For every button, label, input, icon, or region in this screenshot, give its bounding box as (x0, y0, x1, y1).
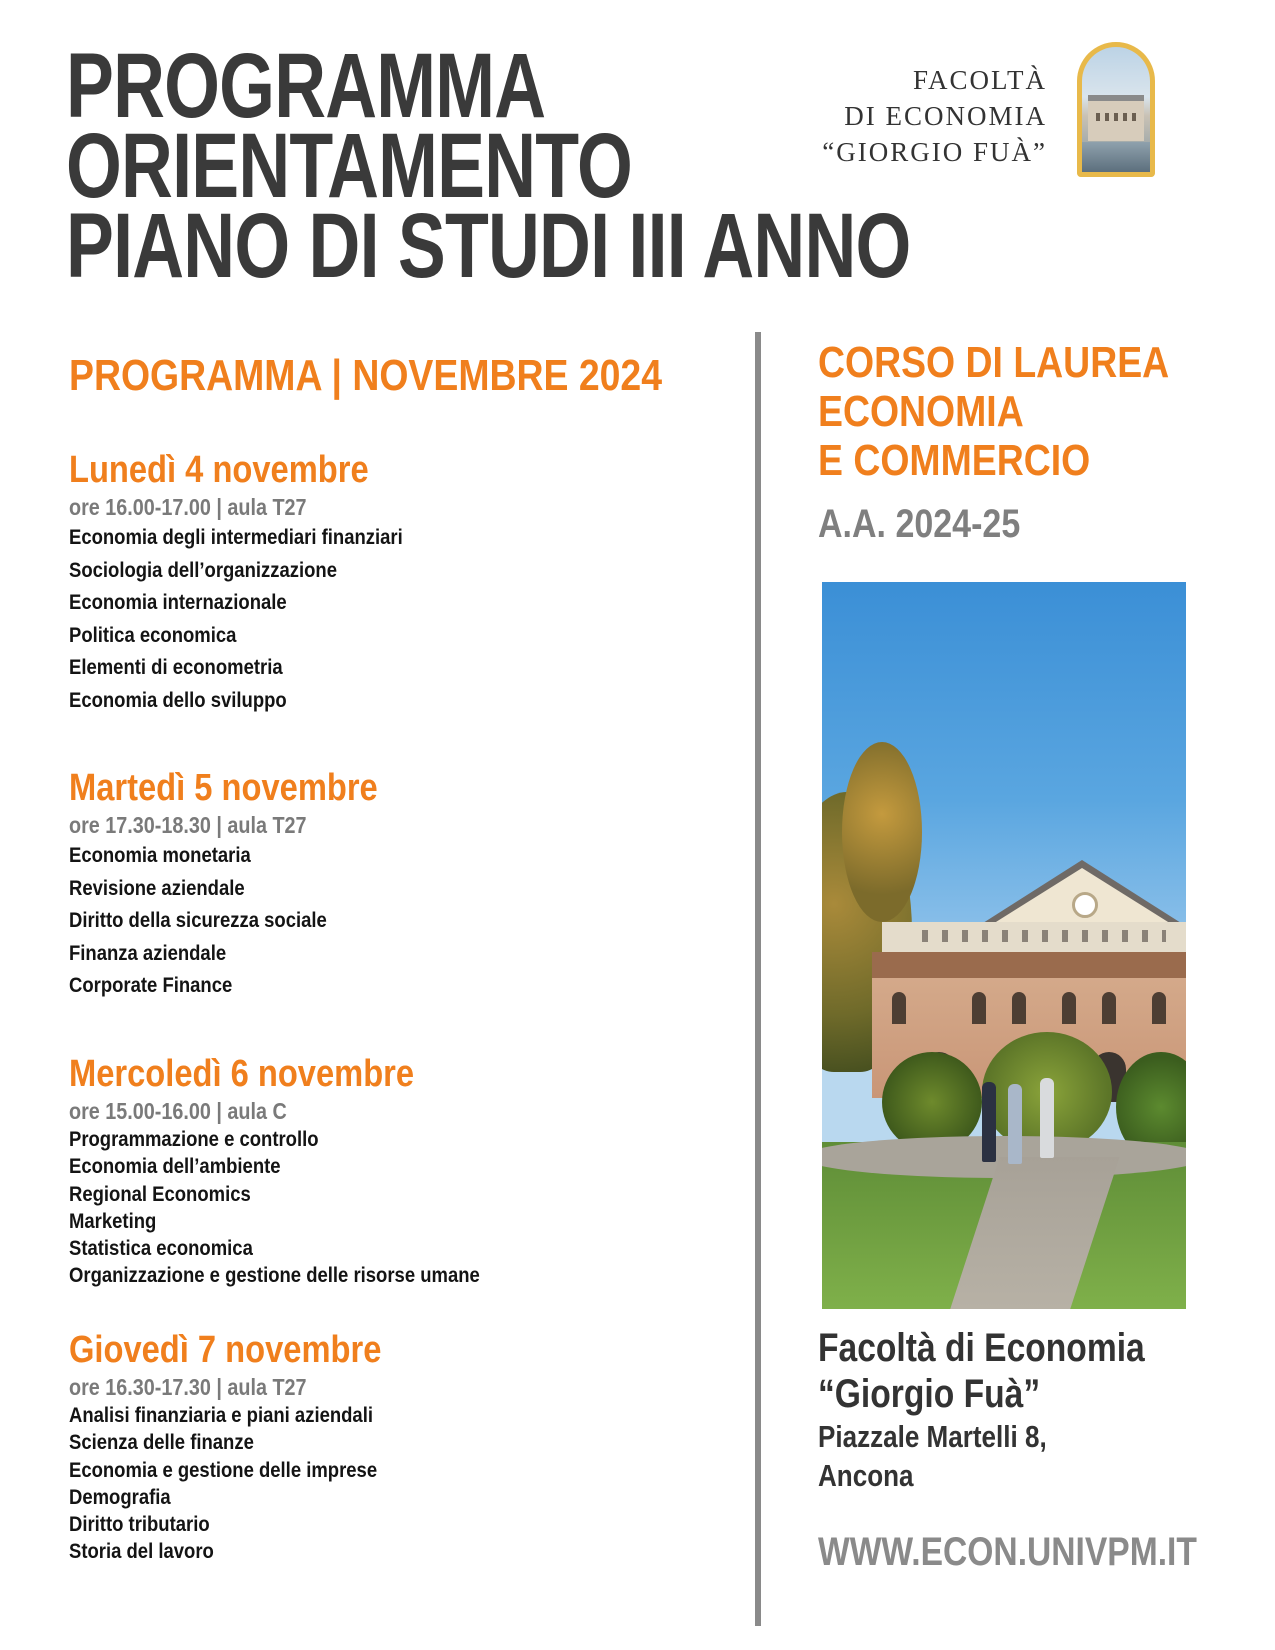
course-list (69, 1402, 709, 1566)
city: Ancona (818, 1458, 914, 1493)
faculty-logo-text (822, 62, 1047, 170)
faculty-logo-emblem (1077, 42, 1155, 177)
campus-photo (822, 582, 1186, 1309)
day-title: Mercoledì 6 novembre (69, 1053, 415, 1095)
address-block (818, 1325, 1207, 1495)
day-title: Martedì 5 novembre (69, 767, 378, 809)
day-section-monday (69, 448, 709, 718)
logo-line-3: “GIORGIO FUÀ” (822, 137, 1047, 167)
course-item: Elementi di econometria (69, 656, 283, 680)
website-url: WWW.ECON.UNIVPM.IT (818, 1530, 1197, 1574)
course-item: Marketing (69, 1209, 157, 1233)
day-time-room: ore 16.30-17.30 | aula T27 (69, 1374, 307, 1400)
course-item: Demografia (69, 1485, 171, 1509)
course-item: Economia e gestione delle imprese (69, 1458, 378, 1482)
course-item: Programmazione e controllo (69, 1128, 319, 1151)
day-time-room: ore 16.00-17.00 | aula T27 (69, 494, 307, 520)
course-item: Finanza aziendale (69, 941, 227, 965)
day-section-tuesday (69, 766, 709, 1003)
course-item: Analisi finanziaria e piani aziendali (69, 1404, 373, 1427)
street-address: Piazzale Martelli 8, (818, 1419, 1047, 1454)
academic-year: A.A. 2024-25 (818, 502, 1021, 546)
course-line-1: CORSO DI LAUREA (818, 338, 1170, 387)
logo-line-2: DI ECONOMIA (844, 101, 1047, 131)
course-item: Corporate Finance (69, 974, 233, 998)
faculty-name: Facoltà di Economia (818, 1326, 1145, 1370)
course-item: Economia dello sviluppo (69, 688, 287, 712)
course-item: Politica economica (69, 623, 237, 647)
day-time-room: ore 17.30-18.30 | aula T27 (69, 812, 307, 838)
course-item: Revisione aziendale (69, 876, 245, 900)
logo-building-image (1088, 95, 1144, 141)
course-line-2: ECONOMIA (818, 387, 1024, 436)
course-list (69, 1126, 709, 1290)
day-time-room: ore 15.00-16.00 | aula C (69, 1098, 287, 1124)
column-divider (755, 332, 761, 1626)
course-list (69, 840, 709, 1003)
day-section-thursday (69, 1328, 709, 1566)
program-header: PROGRAMMA | NOVEMBRE 2024 (69, 351, 663, 400)
course-list (69, 522, 709, 718)
degree-course-title (818, 338, 1169, 485)
course-item: Economia internazionale (69, 591, 287, 615)
course-item: Statistica economica (69, 1237, 253, 1261)
course-item: Diritto della sicurezza sociale (69, 909, 327, 933)
course-line-3: E COMMERCIO (818, 436, 1091, 485)
course-item: Scienza delle finanze (69, 1431, 254, 1455)
course-item: Sociologia dell’organizzazione (69, 558, 338, 582)
day-section-wednesday (69, 1052, 709, 1290)
course-item: Storia del lavoro (69, 1540, 214, 1564)
title-line-3: PIANO DI STUDI III ANNO (66, 195, 911, 297)
title-line-1: PROGRAMMA (66, 35, 546, 137)
faculty-dedication: “Giorgio Fuà” (818, 1372, 1041, 1416)
course-item: Economia monetaria (69, 844, 251, 867)
course-item: Regional Economics (69, 1182, 251, 1206)
day-title: Lunedì 4 novembre (69, 449, 369, 491)
course-item: Economia degli intermediari finanziari (69, 526, 403, 549)
logo-line-1: FACOLTÀ (912, 65, 1047, 95)
course-item: Economia dell’ambiente (69, 1155, 281, 1179)
day-title: Giovedì 7 novembre (69, 1329, 382, 1371)
title-line-2: ORIENTAMENTO (66, 115, 633, 217)
course-item: Organizzazione e gestione delle risorse umane (69, 1264, 480, 1288)
course-item: Diritto tributario (69, 1513, 210, 1537)
